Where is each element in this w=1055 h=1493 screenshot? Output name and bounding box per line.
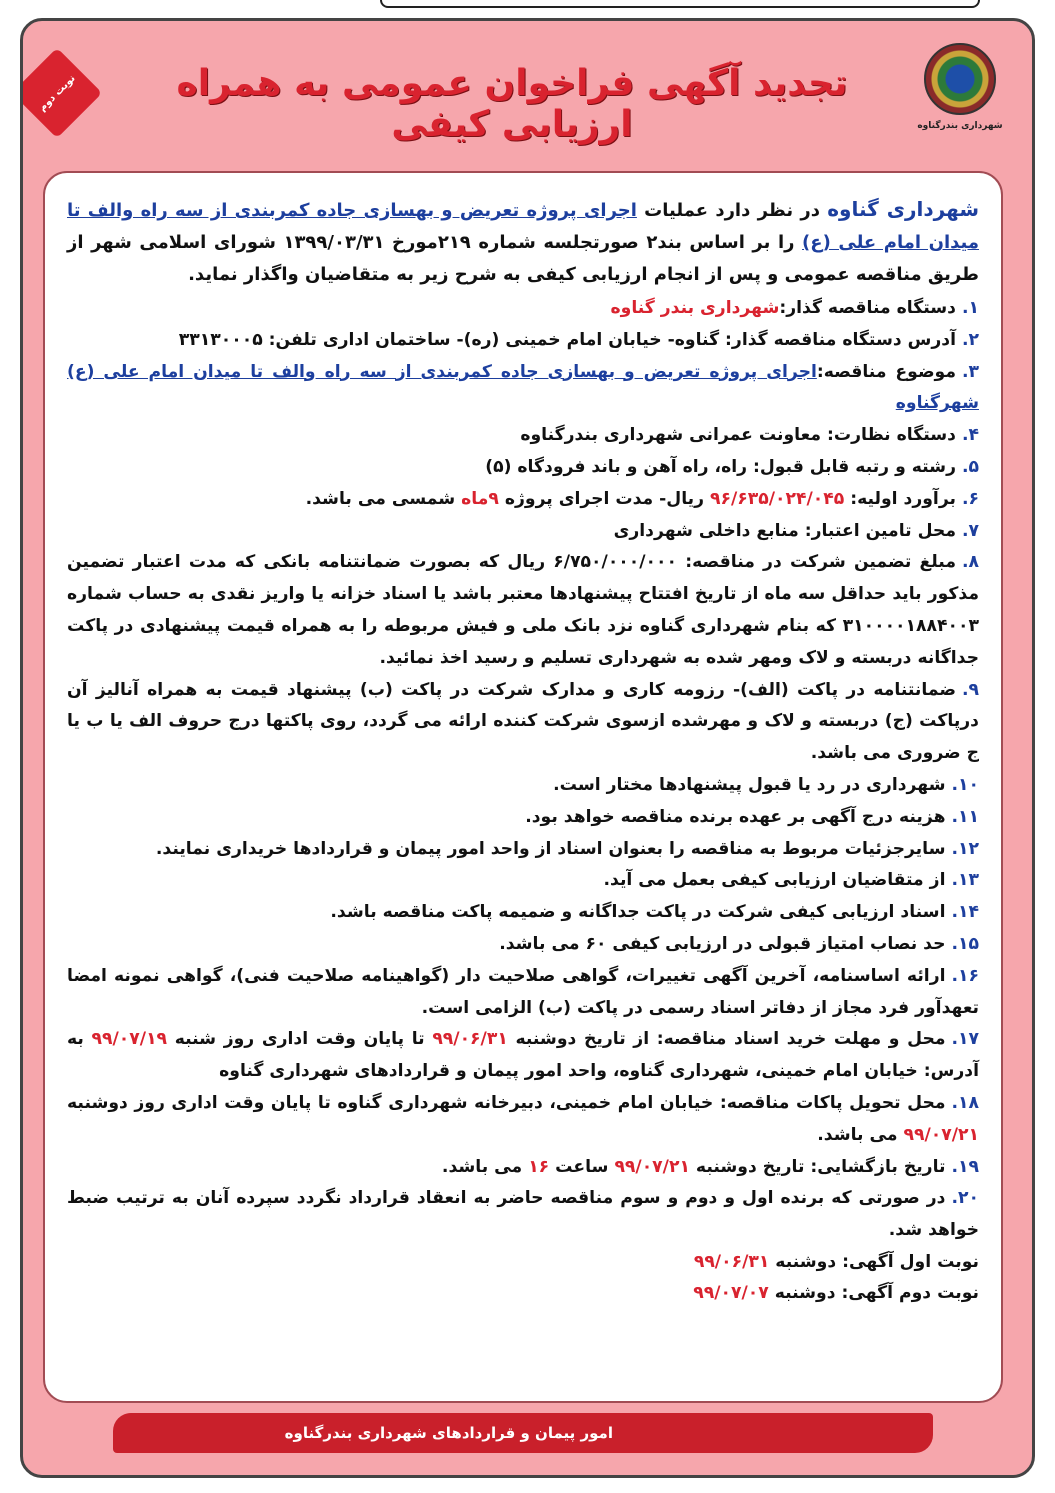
item-text: محل و مهلت خرید اسناد مناقصه: از تاریخ دوشنبه — [507, 1029, 946, 1050]
list-item — [67, 547, 979, 674]
page-title: تجدید آگهی فراخوان عمومی به همراه ارزیابی کیفی — [176, 63, 848, 145]
item-number: ۱۸. — [951, 1092, 979, 1113]
item-text: ساعت — [549, 1156, 615, 1177]
item-text: دستگاه مناقصه گذار: — [779, 298, 956, 318]
item-number: ۱. — [961, 298, 979, 318]
item-text: دستگاه نظارت: معاونت عمرانی شهرداری بندرگناوه — [520, 425, 956, 446]
item-text: می باشد. — [441, 1156, 529, 1177]
list-item — [67, 420, 979, 452]
item-number: ۸. — [961, 552, 979, 573]
item-text: محل تامین اعتبار: منابع داخلی شهرداری — [613, 520, 956, 541]
item-number: ۲۰. — [951, 1188, 979, 1209]
item-highlight: اجرای پروژه تعریض و بهسازی جاده کمربندی از سه راه والف تا میدان امام علی (ع) شهرگناوه — [67, 361, 979, 414]
item-text: محل تحویل پاکات مناقصه: خیابان امام خمینی، دبیرخانه شهرداری گناوه تا پایان وقت اداری روز دوشنبه — [67, 1092, 946, 1113]
advertisement-page — [20, 18, 1035, 1478]
purchase-end-date: ۹۹/۰۷/۱۹ — [91, 1029, 168, 1050]
content-box — [43, 171, 1003, 1403]
item-text: تا پایان وقت اداری روز شنبه — [167, 1029, 433, 1050]
list-item — [67, 357, 979, 421]
list-item — [67, 293, 979, 325]
list-item — [67, 929, 979, 961]
item-number: ۱۳. — [951, 870, 979, 891]
second-notice-badge: نوبت دوم — [20, 48, 102, 139]
first-notice-line — [67, 1247, 979, 1278]
purchase-start-date: ۹۹/۰۶/۳۱ — [432, 1029, 508, 1050]
delivery-date: ۹۹/۰۷/۲۱ — [903, 1124, 979, 1145]
logo-caption: شهرداری بندرگناوه — [917, 121, 1003, 131]
item-highlight: شهرداری بندر گناوه — [610, 298, 780, 318]
item-text: رشته و رتبه قابل قبول: راه، راه آهن و باند فرودگاه (۵) — [485, 456, 956, 477]
item-text: آدرس دستگاه مناقصه گذار: گناوه- خیابان امام خمینی (ره)- ساختمان اداری تلفن: ۳۳۱۳۰۰۰۵ — [178, 329, 956, 350]
item-text: شهرداری در رد یا قبول پیشنهادها مختار است. — [553, 774, 946, 795]
item-text: از متقاضیان ارزیابی کیفی بعمل می آید. — [603, 870, 946, 891]
item-number: ۴. — [961, 425, 979, 446]
item-number: ۱۶. — [951, 965, 979, 986]
list-item — [67, 834, 979, 866]
list-item — [67, 1152, 979, 1184]
item-text: سایرجزئیات مربوط به مناقصه را بعنوان اسناد از واحد امور پیمان و قراردادها خریداری نمایند. — [155, 838, 946, 859]
footer-text: امور پیمان و قراردادهای شهرداری بندرگناوه — [284, 1424, 613, 1442]
item-text: در صورتی که برنده اول و دوم و سوم مناقصه حاضر به انعقاد قرارداد نگردد سپرده آنان به ترتیب ضبط خواهد شد. — [67, 1188, 979, 1241]
top-frame-decoration — [380, 0, 980, 8]
list-item — [67, 770, 979, 802]
item-text: به آدرس: خیابان امام خمینی، شهرداری گناوه، واحد امور پیمان و قراردادهای شهرداری گناوه — [67, 1029, 979, 1082]
item-number: ۱۷. — [951, 1029, 979, 1050]
intro-project: اجرای پروژه تعریض و بهسازی جاده کمربندی از سه راه والف تا میدان امام علی (ع) — [67, 200, 980, 253]
item-number: ۱۹. — [951, 1156, 979, 1177]
item-number: ۹. — [961, 679, 979, 700]
item-number: ۳. — [961, 361, 980, 382]
list-item — [67, 1183, 979, 1247]
list-item — [67, 865, 979, 897]
item-text: مبلغ تضمین شرکت در مناقصه: ۶/۷۵۰/۰۰۰/۰۰۰ ریال که بصورت ضمانتنامه بانکی که مدت اعتبار تضمین مذکور باید حداقل سه ماه از تاریخ افتتاح پیشنهادها معتبر باشد یا اسناد خزانه یا واریز نقدی به حساب شماره ۳۱۰۰۰۰۱۸۸۴۰۰۳ که بنام شهرداری گناوه نزد بانک ملی و فیش مربوطه را به همراه قیمت پیشنهادی در پاکت جداگانه دربسته و لاک ومهر شده به شهرداری تسلیم و رسید اخذ نمائید. — [67, 552, 979, 668]
list-item — [67, 325, 979, 357]
second-notice-label: نوبت دوم آگهی: دوشنبه — [768, 1282, 979, 1303]
list-item — [67, 961, 979, 1025]
item-text: برآورد اولیه: — [844, 488, 956, 509]
list-item — [67, 675, 979, 770]
list-item — [67, 484, 979, 516]
project-duration: ۹ماه — [461, 488, 499, 509]
item-number: ۱۰. — [951, 774, 979, 795]
municipality-logo — [910, 43, 1010, 153]
logo-emblem-icon — [924, 43, 996, 115]
list-item — [67, 452, 979, 484]
item-number: ۵. — [961, 456, 979, 477]
conditions-list — [67, 293, 979, 1247]
estimate-amount: ۹۶/۶۳۵/۰۲۴/۰۴۵ — [709, 488, 845, 509]
list-item — [67, 1088, 979, 1152]
intro-text-1: در نظر دارد عملیات — [636, 200, 828, 221]
opening-date: ۹۹/۰۷/۲۱ — [614, 1156, 690, 1177]
item-number: ۶. — [961, 488, 979, 509]
item-text: ارائه اساسنامه، آخرین آگهی تغییرات، گواهی صلاحیت دار (گواهینامه صلاحیت فنی)، گواهی نمونه امضا تعهدآور فرد مجاز از دفاتر اسناد رسمی در پاکت (ب) الزامی است. — [67, 965, 979, 1018]
item-text: تاریخ بازگشایی: تاریخ دوشنبه — [689, 1156, 946, 1177]
list-item — [67, 1024, 979, 1088]
org-name: شهرداری گناوه — [827, 197, 979, 221]
item-text: شمسی می باشد. — [305, 488, 462, 509]
item-number: ۲. — [961, 329, 979, 350]
list-item — [67, 897, 979, 929]
second-notice-line — [67, 1278, 979, 1309]
second-notice-date: ۹۹/۰۷/۰۷ — [693, 1282, 769, 1303]
intro-paragraph — [67, 193, 979, 291]
footer-bar — [113, 1413, 933, 1453]
item-number: ۱۱. — [951, 806, 979, 827]
item-text: ضمانتنامه در پاکت (الف)- رزومه کاری و مدارک شرکت در پاکت (ب) پیشنهاد قیمت به همراه آنالیز آن درپاکت (ج) دربسته و لاک و مهرشده ازسوی شرکت کننده ارائه می گردد، روی پاکتها درج حروف الف یا ب یا ج ضروری می باشد. — [67, 679, 979, 764]
item-number: ۱۵. — [951, 933, 979, 954]
first-notice-date: ۹۹/۰۶/۳۱ — [693, 1251, 770, 1272]
list-item — [67, 802, 979, 834]
item-text: هزینه درج آگهی بر عهده برنده مناقصه خواهد بود. — [525, 806, 946, 827]
item-text: اسناد ارزیابی کیفی شرکت در پاکت جداگانه و ضمیمه پاکت مناقصه باشد. — [330, 902, 946, 923]
header — [23, 21, 1032, 171]
list-item — [67, 516, 979, 548]
item-number: ۷. — [961, 520, 979, 541]
item-number: ۱۴. — [951, 902, 979, 923]
first-notice-label: نوبت اول آگهی: دوشنبه — [769, 1251, 979, 1272]
item-number: ۱۲. — [951, 838, 979, 859]
opening-hour: ۱۶ — [528, 1156, 550, 1177]
item-text: موضوع مناقصه: — [816, 361, 956, 382]
item-text: ریال- مدت اجرای پروژه — [498, 488, 710, 509]
intro-text-2: را بر اساس بند۲ صورتجلسه شماره ۲۱۹مورخ ۱۳۹۹/۰۳/۳۱ شورای اسلامی شهر از طریق مناقصه عمومی و پس از انجام ارزیابی کیفی به شرح زیر به متقاضیان واگذار نماید. — [67, 232, 979, 285]
item-text: می باشد. — [817, 1124, 904, 1145]
item-text: حد نصاب امتیاز قبولی در ارزیابی کیفی ۶۰ می باشد. — [499, 933, 946, 954]
